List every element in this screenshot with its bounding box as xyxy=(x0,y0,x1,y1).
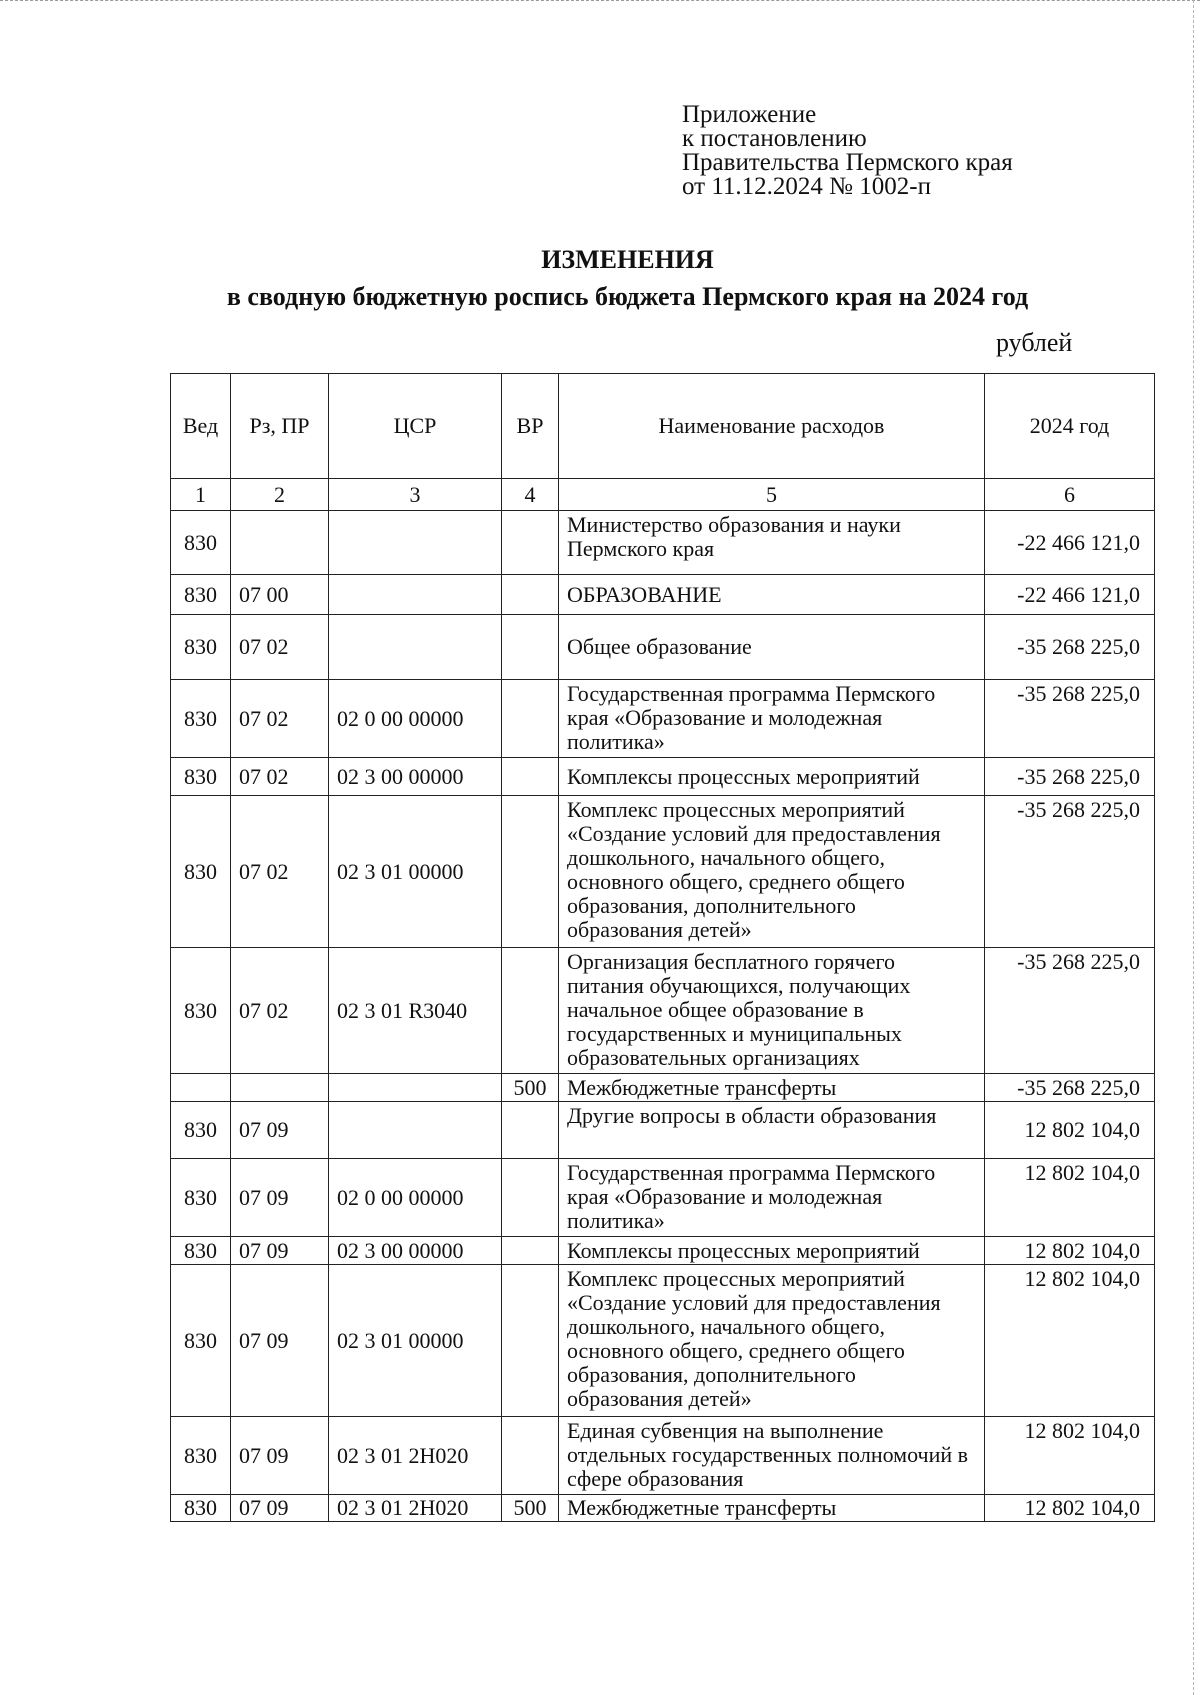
cell-ved: 830 xyxy=(171,1237,231,1265)
cell-name: Государственная программа Пермского края «Образование и молодежная политика» xyxy=(559,680,985,758)
cell-amount: -35 268 225,0 xyxy=(985,1074,1155,1102)
cell-rzpr: 07 02 xyxy=(231,948,329,1074)
cell-vr xyxy=(502,1237,559,1265)
cell-ved: 830 xyxy=(171,948,231,1074)
cell-csr: 02 3 01 2Н020 xyxy=(329,1495,502,1522)
cell-ved: 830 xyxy=(171,796,231,948)
cell-name: Комплекс процессных мероприятий «Создание условий для предоставления дошкольного, начального общего, основного общего, среднего общего образования, дополнительного образования детей» xyxy=(559,1265,985,1417)
table-row xyxy=(171,1074,1155,1102)
cell-rzpr: 07 09 xyxy=(231,1102,329,1159)
cell-name: Межбюджетные трансферты xyxy=(559,1074,985,1102)
table-row xyxy=(171,796,1155,948)
cell-name: ОБРАЗОВАНИЕ xyxy=(559,575,985,615)
header-csr: ЦСР xyxy=(329,374,502,479)
cell-amount: -35 268 225,0 xyxy=(985,680,1155,758)
table-row xyxy=(171,680,1155,758)
cell-csr: 02 0 00 00000 xyxy=(329,680,502,758)
cell-ved: 830 xyxy=(171,1159,231,1237)
cell-csr xyxy=(329,511,502,575)
table-row xyxy=(171,511,1155,575)
cell-csr: 02 0 00 00000 xyxy=(329,1159,502,1237)
cell-rzpr: 07 09 xyxy=(231,1495,329,1522)
cell-ved: 830 xyxy=(171,1102,231,1159)
cell-csr: 02 3 00 00000 xyxy=(329,1237,502,1265)
table-row xyxy=(171,948,1155,1074)
header-row xyxy=(171,374,1155,479)
cell-amount: 12 802 104,0 xyxy=(985,1102,1155,1159)
appendix-block xyxy=(682,103,1102,199)
cell-rzpr: 07 02 xyxy=(231,680,329,758)
cell-amount: 12 802 104,0 xyxy=(985,1159,1155,1237)
table-row xyxy=(171,758,1155,796)
cell-name: Комплексы процессных мероприятий xyxy=(559,1237,985,1265)
cell-amount: -35 268 225,0 xyxy=(985,948,1155,1074)
appendix-line: к постановлению xyxy=(682,125,867,152)
cell-vr xyxy=(502,1417,559,1495)
cell-rzpr: 07 09 xyxy=(231,1417,329,1495)
cell-csr: 02 3 01 2Н020 xyxy=(329,1417,502,1495)
cell-amount: -22 466 121,0 xyxy=(985,575,1155,615)
budget-changes-table xyxy=(170,373,1155,1522)
cell-vr xyxy=(502,1159,559,1237)
cell-ved: 830 xyxy=(171,1495,231,1522)
cell-rzpr: 07 09 xyxy=(231,1265,329,1417)
cell-rzpr: 07 02 xyxy=(231,758,329,796)
cell-rzpr: 07 02 xyxy=(231,796,329,948)
cell-vr xyxy=(502,511,559,575)
cell-vr: 500 xyxy=(502,1074,559,1102)
column-number: 4 xyxy=(502,479,559,511)
cell-ved: 830 xyxy=(171,575,231,615)
cell-ved: 830 xyxy=(171,758,231,796)
cell-name: Общее образование xyxy=(559,615,985,680)
appendix-line: от 11.12.2024 № 1002-п xyxy=(682,173,931,200)
document-title: ИЗМЕНЕНИЯ xyxy=(541,245,714,274)
column-number: 2 xyxy=(231,479,329,511)
cell-amount: -35 268 225,0 xyxy=(985,758,1155,796)
cell-vr xyxy=(502,796,559,948)
appendix-line: Приложение xyxy=(682,101,817,128)
table-row xyxy=(171,1102,1155,1159)
column-number: 5 xyxy=(559,479,985,511)
table-row xyxy=(171,1417,1155,1495)
cell-vr xyxy=(502,1102,559,1159)
header-ved: Вед xyxy=(171,374,231,479)
cell-name: Комплексы процессных мероприятий xyxy=(559,758,985,796)
header-vr: ВР xyxy=(502,374,559,479)
table-row xyxy=(171,575,1155,615)
cell-ved: 830 xyxy=(171,615,231,680)
cell-csr xyxy=(329,615,502,680)
cell-vr xyxy=(502,615,559,680)
cell-ved: 830 xyxy=(171,680,231,758)
cell-amount: -35 268 225,0 xyxy=(985,615,1155,680)
cell-vr xyxy=(502,758,559,796)
cell-vr: 500 xyxy=(502,1495,559,1522)
cell-vr xyxy=(502,680,559,758)
cell-csr: 02 3 00 00000 xyxy=(329,758,502,796)
cell-rzpr: 07 09 xyxy=(231,1159,329,1237)
table-row xyxy=(171,615,1155,680)
cell-rzpr xyxy=(231,1074,329,1102)
table-row xyxy=(171,1495,1155,1522)
header-name: Наименование расходов xyxy=(559,374,985,479)
column-number: 3 xyxy=(329,479,502,511)
cell-name: Комплекс процессных мероприятий «Создание условий для предоставления дошкольного, начального общего, основного общего, среднего общего образования, дополнительного образования детей» xyxy=(559,796,985,948)
appendix-line: Правительства Пермского края xyxy=(682,149,1013,176)
cell-rzpr xyxy=(231,511,329,575)
cell-vr xyxy=(502,575,559,615)
table-row xyxy=(171,1265,1155,1417)
column-number: 6 xyxy=(985,479,1155,511)
cell-ved: 830 xyxy=(171,1417,231,1495)
cell-amount: -35 268 225,0 xyxy=(985,796,1155,948)
cell-amount: -22 466 121,0 xyxy=(985,511,1155,575)
cell-ved: 830 xyxy=(171,511,231,575)
table-row xyxy=(171,1237,1155,1265)
cell-name: Организация бесплатного горячего питания обучающихся, получающих начальное общее образование в государственных и муниципальных образовательных организациях xyxy=(559,948,985,1074)
cell-amount: 12 802 104,0 xyxy=(985,1495,1155,1522)
cell-csr: 02 3 01 R3040 xyxy=(329,948,502,1074)
scan-edge-top xyxy=(0,0,1200,6)
cell-ved xyxy=(171,1074,231,1102)
column-number: 1 xyxy=(171,479,231,511)
cell-rzpr: 07 09 xyxy=(231,1237,329,1265)
currency-unit: рублей xyxy=(996,328,1073,357)
cell-csr: 02 3 01 00000 xyxy=(329,1265,502,1417)
cell-rzpr: 07 02 xyxy=(231,615,329,680)
cell-amount: 12 802 104,0 xyxy=(985,1237,1155,1265)
cell-name: Другие вопросы в области образования xyxy=(559,1102,985,1159)
cell-vr xyxy=(502,948,559,1074)
cell-name: Министерство образования и науки Пермского края xyxy=(559,511,985,575)
cell-csr: 02 3 01 00000 xyxy=(329,796,502,948)
cell-vr xyxy=(502,1265,559,1417)
header-rzpr: Рз, ПР xyxy=(231,374,329,479)
cell-amount: 12 802 104,0 xyxy=(985,1265,1155,1417)
column-number-row xyxy=(171,479,1155,511)
cell-csr xyxy=(329,575,502,615)
cell-name: Государственная программа Пермского края «Образование и молодежная политика» xyxy=(559,1159,985,1237)
cell-name: Межбюджетные трансферты xyxy=(559,1495,985,1522)
header-year: 2024 год xyxy=(985,374,1155,479)
cell-csr xyxy=(329,1074,502,1102)
document-subtitle: в сводную бюджетную роспись бюджета Пермского края на 2024 год xyxy=(226,282,1029,311)
cell-name: Единая субвенция на выполнение отдельных государственных полномочий в сфере образования xyxy=(559,1417,985,1495)
cell-csr xyxy=(329,1102,502,1159)
cell-rzpr: 07 00 xyxy=(231,575,329,615)
cell-ved: 830 xyxy=(171,1265,231,1417)
table-row xyxy=(171,1159,1155,1237)
cell-amount: 12 802 104,0 xyxy=(985,1417,1155,1495)
